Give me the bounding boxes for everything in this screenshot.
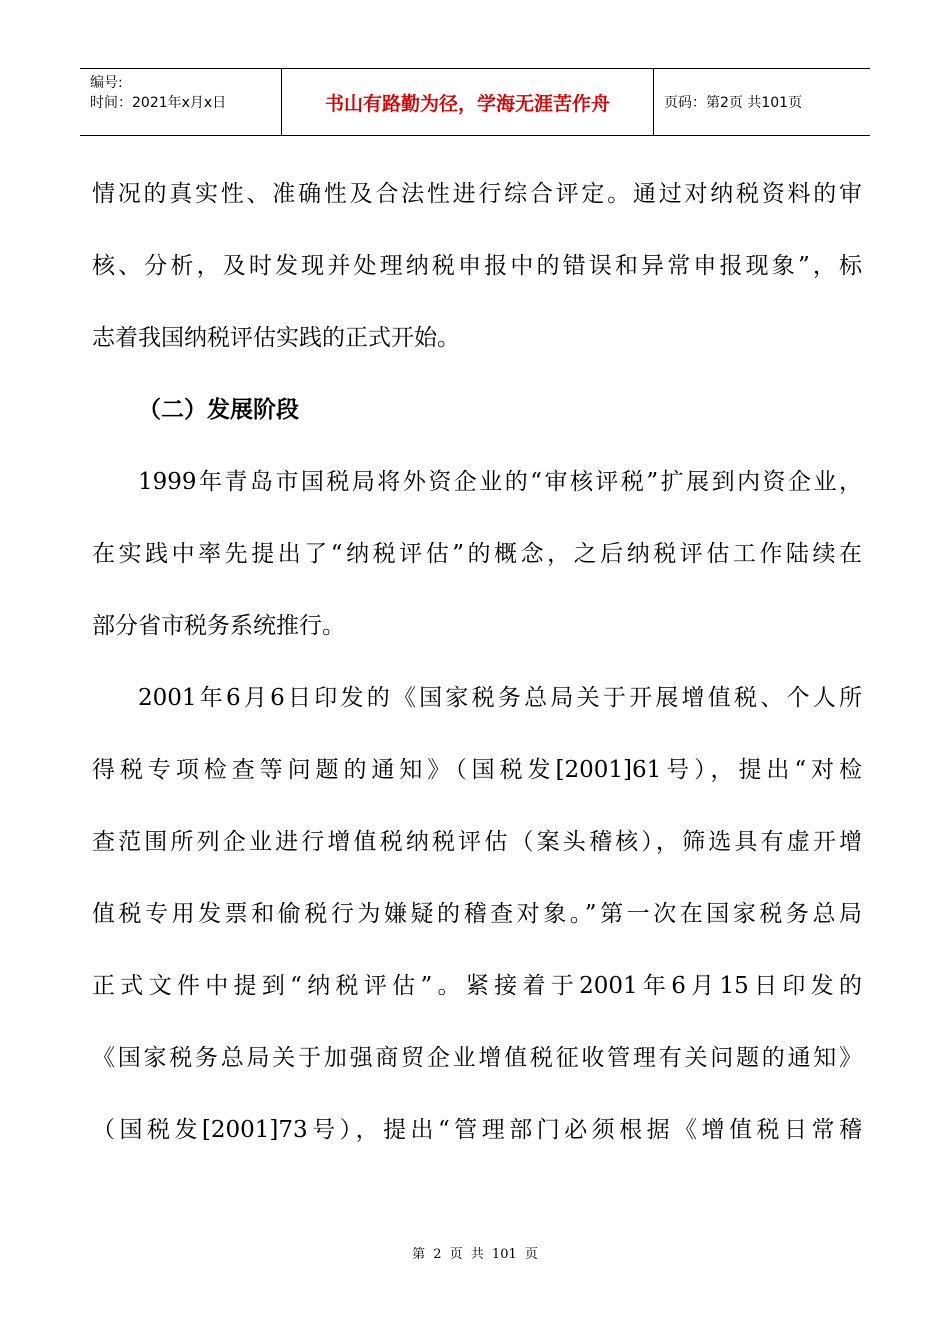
page-footer: 第 2 页 共 101 页 — [412, 1247, 538, 1262]
header-motto: 书山有路勤为径，学海无涯苦作舟 — [282, 69, 654, 135]
text-line: 在实践中率先提出了“纳税评估”的概念，之后纳税评估工作陆续在 — [92, 541, 862, 567]
text-line: 《国家税务总局关于加强商贸企业增值税征收管理有关问题的通知》 — [92, 1045, 862, 1071]
text-line: 得税专项检查等问题的通知》（国税发[2001]61号），提出“对检 — [92, 757, 862, 783]
document-body — [92, 158, 862, 1166]
text-line: 情况的真实性、准确性及合法性进行综合评定。通过对纳税资料的审 — [92, 181, 862, 207]
text-line: 正式文件中提到“纳税评估”。紧接着于2001年6月15日印发的 — [92, 973, 862, 999]
code-label: 编号: — [90, 75, 123, 91]
document-header — [80, 68, 870, 136]
header-meta — [80, 69, 282, 135]
text-line: （国税发[2001]73号），提出“管理部门必须根据《增值税日常稽 — [92, 1117, 862, 1143]
text-line: 1999年青岛市国税局将外资企业的“审核评税”扩展到内资企业， — [138, 469, 862, 495]
text-line: 核、分析，及时发现并处理纳税申报中的错误和异常申报现象”，标 — [92, 253, 862, 279]
text-line: 查范围所列企业进行增值税纳税评估（案头稽核），筛选具有虚开增 — [92, 829, 862, 855]
header-page-info: 页码：第2页 共101页 — [664, 95, 803, 111]
text-line: 志着我国纳税评估实践的正式开始。 — [92, 325, 460, 351]
text-line: 值税专用发票和偷税行为嫌疑的稽查对象。”第一次在国家税务总局 — [92, 901, 862, 927]
text-line: 2001年6月6日印发的《国家税务总局关于开展增值税、个人所 — [138, 685, 862, 711]
section-heading: （二）发展阶段 — [138, 397, 299, 423]
text-line: 部分省市税务系统推行。 — [92, 613, 345, 639]
time-label: 时间：2021年x月x日 — [90, 95, 227, 111]
